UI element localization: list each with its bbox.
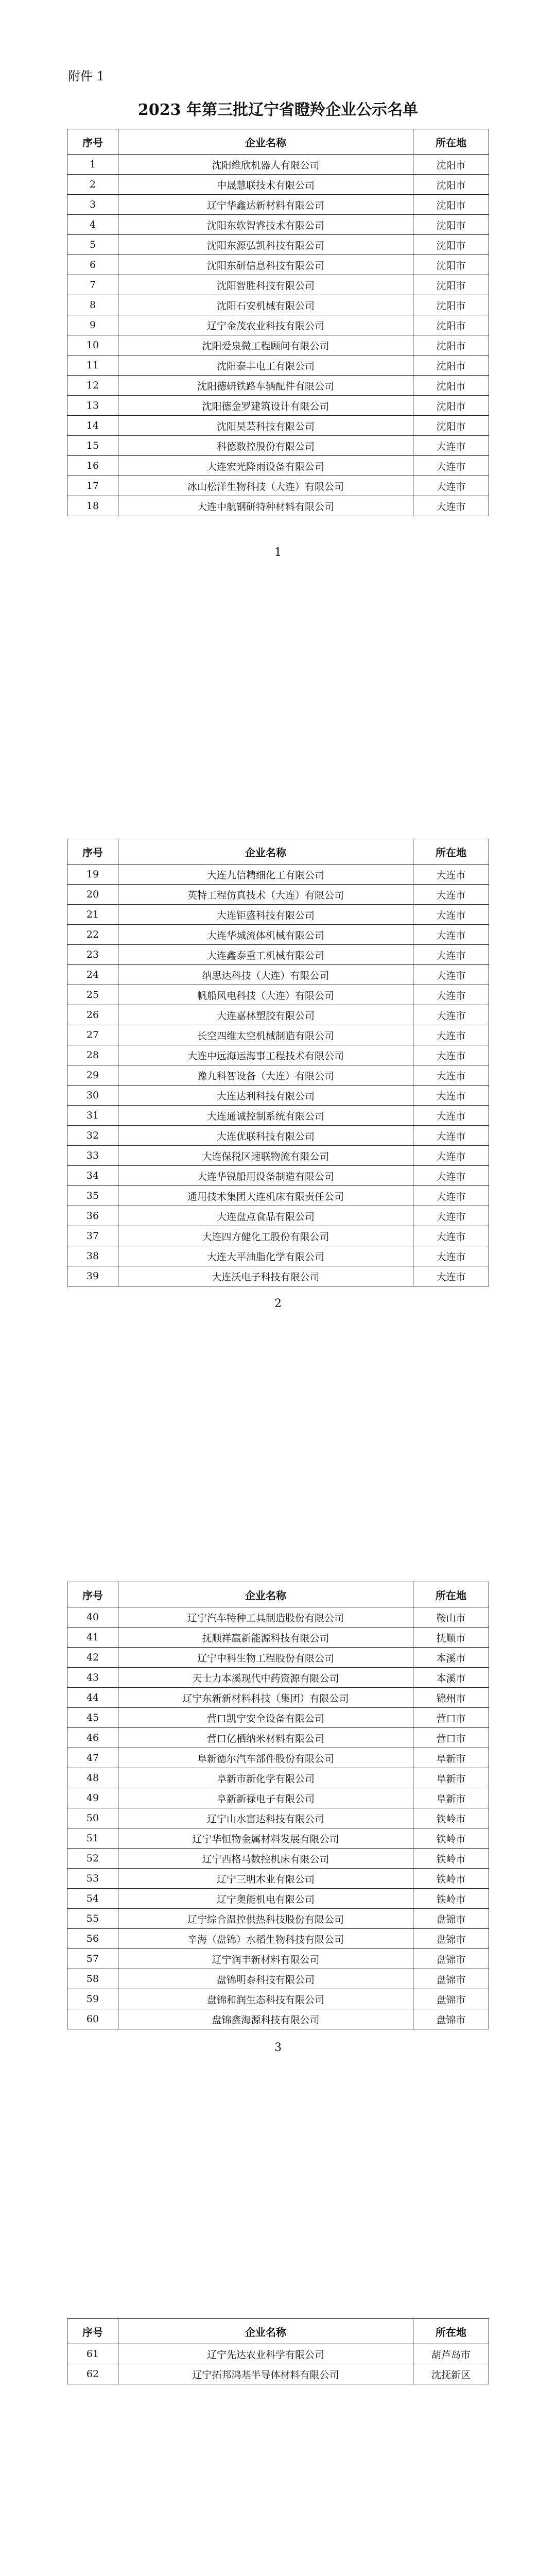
row-location: 大连市 bbox=[413, 945, 489, 965]
row-location: 大连市 bbox=[413, 905, 489, 925]
company-name: 沈阳东研信息科技有限公司 bbox=[118, 255, 413, 275]
row-seq: 40 bbox=[67, 1607, 118, 1628]
company-name: 辽宁汽车特种工具制造股份有限公司 bbox=[118, 1607, 413, 1628]
row-seq: 59 bbox=[67, 1989, 118, 2009]
table-row bbox=[67, 2009, 489, 2029]
row-location: 大连市 bbox=[413, 1206, 489, 1226]
row-seq: 41 bbox=[67, 1628, 118, 1648]
row-location: 本溪市 bbox=[413, 1668, 489, 1688]
table-row bbox=[67, 945, 489, 965]
table-row bbox=[67, 456, 489, 476]
row-location: 铁岭市 bbox=[413, 1869, 489, 1889]
row-seq: 20 bbox=[67, 885, 118, 905]
table-row bbox=[67, 1808, 489, 1828]
company-name: 辽宁三明木业有限公司 bbox=[118, 1869, 413, 1889]
row-location: 沈阳市 bbox=[413, 155, 489, 175]
row-location: 大连市 bbox=[413, 476, 489, 496]
company-name: 天士力本溪现代中药资源有限公司 bbox=[118, 1668, 413, 1688]
header-seq: 序号 bbox=[67, 2319, 118, 2344]
row-location: 大连市 bbox=[413, 1025, 489, 1045]
table-row bbox=[67, 1668, 489, 1688]
roster-table-2 bbox=[67, 839, 489, 1286]
row-location: 大连市 bbox=[413, 885, 489, 905]
table-row bbox=[67, 436, 489, 456]
company-name: 通用技术集团大连机床有限责任公司 bbox=[118, 1186, 413, 1206]
row-seq: 22 bbox=[67, 925, 118, 945]
table-header-row bbox=[67, 2319, 489, 2344]
table-row bbox=[67, 1025, 489, 1045]
company-name: 大连优联科技有限公司 bbox=[118, 1126, 413, 1146]
row-seq: 57 bbox=[67, 1949, 118, 1969]
table-row bbox=[67, 965, 489, 985]
row-seq: 12 bbox=[67, 376, 118, 396]
document-title: 2023 年第三批辽宁省瞪羚企业公示名单 bbox=[138, 101, 418, 119]
row-seq: 54 bbox=[67, 1889, 118, 1909]
company-name: 豫九科智设备（大连）有限公司 bbox=[118, 1065, 413, 1086]
row-seq: 3 bbox=[67, 195, 118, 215]
row-location: 大连市 bbox=[413, 1146, 489, 1166]
row-seq: 35 bbox=[67, 1186, 118, 1206]
row-seq: 33 bbox=[67, 1146, 118, 1166]
company-name: 辽宁山水富达科技有限公司 bbox=[118, 1808, 413, 1828]
company-name: 长空四维太空机械制造有限公司 bbox=[118, 1025, 413, 1045]
row-seq: 5 bbox=[67, 235, 118, 255]
company-name: 大连盘点食品有限公司 bbox=[118, 1206, 413, 1226]
row-seq: 55 bbox=[67, 1909, 118, 1929]
table-row bbox=[67, 2364, 489, 2384]
table-row bbox=[67, 1688, 489, 1708]
table-row bbox=[67, 1748, 489, 1768]
row-location: 铁岭市 bbox=[413, 1808, 489, 1828]
table-row bbox=[67, 1989, 489, 2009]
company-name: 沈阳东源弘凯科技有限公司 bbox=[118, 235, 413, 255]
table-row bbox=[67, 315, 489, 335]
row-location: 沈阳市 bbox=[413, 195, 489, 215]
row-location: 大连市 bbox=[413, 1166, 489, 1186]
row-location: 大连市 bbox=[413, 1106, 489, 1126]
roster-table-4 bbox=[67, 2318, 489, 2384]
row-location: 铁岭市 bbox=[413, 1828, 489, 1849]
table-row bbox=[67, 1146, 489, 1166]
row-seq: 61 bbox=[67, 2344, 118, 2364]
header-name: 企业名称 bbox=[118, 2319, 413, 2344]
company-name: 帆船风电科技（大连）有限公司 bbox=[118, 985, 413, 1005]
row-location: 沈阳市 bbox=[413, 355, 489, 376]
company-name: 辽宁西格马数控机床有限公司 bbox=[118, 1849, 413, 1869]
company-name: 辽宁金茂农业科技有限公司 bbox=[118, 315, 413, 335]
table-row bbox=[67, 1186, 489, 1206]
company-name: 大连华城流体机械有限公司 bbox=[118, 925, 413, 945]
page-number: 3 bbox=[274, 2041, 282, 2054]
row-location: 盘锦市 bbox=[413, 1989, 489, 2009]
row-seq: 6 bbox=[67, 255, 118, 275]
row-seq: 46 bbox=[67, 1728, 118, 1748]
company-name: 大连嘉林塑胶有限公司 bbox=[118, 1005, 413, 1025]
row-location: 沈阳市 bbox=[413, 235, 489, 255]
table-row bbox=[67, 1909, 489, 1929]
company-name: 沈阳德研铁路车辆配件有限公司 bbox=[118, 376, 413, 396]
table-row bbox=[67, 1929, 489, 1949]
row-location: 阜新市 bbox=[413, 1768, 489, 1788]
page-number: 1 bbox=[274, 546, 282, 559]
row-seq: 7 bbox=[67, 275, 118, 295]
row-seq: 49 bbox=[67, 1788, 118, 1808]
row-seq: 32 bbox=[67, 1126, 118, 1146]
row-location: 沈阳市 bbox=[413, 275, 489, 295]
row-seq: 10 bbox=[67, 335, 118, 355]
company-name: 英特工程仿真技术（大连）有限公司 bbox=[118, 885, 413, 905]
row-location: 鞍山市 bbox=[413, 1607, 489, 1628]
table-row bbox=[67, 1086, 489, 1106]
row-location: 葫芦岛市 bbox=[413, 2344, 489, 2364]
row-seq: 2 bbox=[67, 175, 118, 195]
row-seq: 4 bbox=[67, 215, 118, 235]
table-row bbox=[67, 1246, 489, 1266]
row-seq: 8 bbox=[67, 295, 118, 315]
company-name: 大连宏光降雨设备有限公司 bbox=[118, 456, 413, 476]
company-name: 沈阳智胜科技有限公司 bbox=[118, 275, 413, 295]
row-location: 铁岭市 bbox=[413, 1849, 489, 1869]
table-row bbox=[67, 925, 489, 945]
company-name: 大连中航钢研特种材料有限公司 bbox=[118, 496, 413, 516]
row-location: 盘锦市 bbox=[413, 1949, 489, 1969]
table-row bbox=[67, 476, 489, 496]
row-seq: 51 bbox=[67, 1828, 118, 1849]
company-name: 沈阳东软智睿技术有限公司 bbox=[118, 215, 413, 235]
company-name: 阜新市新化学有限公司 bbox=[118, 1768, 413, 1788]
row-location: 大连市 bbox=[413, 1246, 489, 1266]
row-seq: 58 bbox=[67, 1969, 118, 1989]
row-location: 锦州市 bbox=[413, 1688, 489, 1708]
row-seq: 31 bbox=[67, 1106, 118, 1126]
row-seq: 23 bbox=[67, 945, 118, 965]
table-row bbox=[67, 215, 489, 235]
row-location: 阜新市 bbox=[413, 1748, 489, 1768]
company-name: 阜新新禄电子有限公司 bbox=[118, 1788, 413, 1808]
company-name: 大连鑫泰重工机械有限公司 bbox=[118, 945, 413, 965]
company-name: 沈阳石安机械有限公司 bbox=[118, 295, 413, 315]
row-location: 大连市 bbox=[413, 1126, 489, 1146]
company-name: 盘锦明泰科技有限公司 bbox=[118, 1969, 413, 1989]
row-location: 大连市 bbox=[413, 456, 489, 476]
row-seq: 16 bbox=[67, 456, 118, 476]
table-row bbox=[67, 1226, 489, 1246]
table-row bbox=[67, 355, 489, 376]
row-location: 盘锦市 bbox=[413, 1909, 489, 1929]
company-name: 辽宁拓邦鸿基半导体材料有限公司 bbox=[118, 2364, 413, 2384]
row-location: 大连市 bbox=[413, 925, 489, 945]
row-seq: 15 bbox=[67, 436, 118, 456]
table-header-row bbox=[67, 839, 489, 865]
company-name: 沈阳维欣机器人有限公司 bbox=[118, 155, 413, 175]
row-seq: 38 bbox=[67, 1246, 118, 1266]
table-row bbox=[67, 1266, 489, 1286]
row-location: 沈抚新区 bbox=[413, 2364, 489, 2384]
company-name: 营口凯宁安全设备有限公司 bbox=[118, 1708, 413, 1728]
table-row bbox=[67, 255, 489, 275]
header-seq: 序号 bbox=[67, 129, 118, 155]
company-name: 大连通诚控制系统有限公司 bbox=[118, 1106, 413, 1126]
row-seq: 60 bbox=[67, 2009, 118, 2029]
table-row bbox=[67, 1628, 489, 1648]
company-name: 大连大平油脂化学有限公司 bbox=[118, 1246, 413, 1266]
company-name: 大连华锐船用设备制造有限公司 bbox=[118, 1166, 413, 1186]
company-name: 大连中远海运海事工程技术有限公司 bbox=[118, 1045, 413, 1065]
row-location: 沈阳市 bbox=[413, 335, 489, 355]
row-seq: 27 bbox=[67, 1025, 118, 1045]
row-seq: 39 bbox=[67, 1266, 118, 1286]
company-name: 沈阳昊芸科技有限公司 bbox=[118, 416, 413, 436]
row-seq: 42 bbox=[67, 1648, 118, 1668]
row-location: 抚顺市 bbox=[413, 1628, 489, 1648]
row-seq: 45 bbox=[67, 1708, 118, 1728]
table-row bbox=[67, 1949, 489, 1969]
table-row bbox=[67, 1889, 489, 1909]
row-location: 盘锦市 bbox=[413, 1969, 489, 1989]
header-location: 所在地 bbox=[413, 129, 489, 155]
row-location: 大连市 bbox=[413, 1086, 489, 1106]
row-seq: 13 bbox=[67, 396, 118, 416]
header-seq: 序号 bbox=[67, 1582, 118, 1607]
row-location: 大连市 bbox=[413, 1065, 489, 1086]
table-row bbox=[67, 1849, 489, 1869]
row-location: 大连市 bbox=[413, 1186, 489, 1206]
table-row bbox=[67, 1788, 489, 1808]
row-location: 大连市 bbox=[413, 436, 489, 456]
table-row bbox=[67, 235, 489, 255]
company-name: 抚顺祥赢新能源科技有限公司 bbox=[118, 1628, 413, 1648]
table-row bbox=[67, 1045, 489, 1065]
company-name: 盘锦鑫海源科技有限公司 bbox=[118, 2009, 413, 2029]
row-seq: 36 bbox=[67, 1206, 118, 1226]
table-row bbox=[67, 1768, 489, 1788]
row-seq: 17 bbox=[67, 476, 118, 496]
row-seq: 48 bbox=[67, 1768, 118, 1788]
table-row bbox=[67, 396, 489, 416]
company-name: 纳思达科技（大连）有限公司 bbox=[118, 965, 413, 985]
company-name: 辽宁东新新材料科技（集团）有限公司 bbox=[118, 1688, 413, 1708]
table-row bbox=[67, 1106, 489, 1126]
row-location: 大连市 bbox=[413, 965, 489, 985]
row-location: 大连市 bbox=[413, 1266, 489, 1286]
company-name: 沈阳泰丰电工有限公司 bbox=[118, 355, 413, 376]
row-location: 大连市 bbox=[413, 865, 489, 885]
row-location: 营口市 bbox=[413, 1708, 489, 1728]
table-row bbox=[67, 985, 489, 1005]
row-seq: 9 bbox=[67, 315, 118, 335]
table-row bbox=[67, 155, 489, 175]
row-seq: 19 bbox=[67, 865, 118, 885]
company-name: 辽宁润丰新材料有限公司 bbox=[118, 1949, 413, 1969]
company-name: 冰山松洋生物科技（大连）有限公司 bbox=[118, 476, 413, 496]
header-seq: 序号 bbox=[67, 839, 118, 865]
table-row bbox=[67, 195, 489, 215]
table-row bbox=[67, 275, 489, 295]
header-location: 所在地 bbox=[413, 839, 489, 865]
company-name: 大连保税区速联物流有限公司 bbox=[118, 1146, 413, 1166]
row-location: 本溪市 bbox=[413, 1648, 489, 1668]
row-location: 沈阳市 bbox=[413, 376, 489, 396]
table-row bbox=[67, 905, 489, 925]
company-name: 大连达利科技有限公司 bbox=[118, 1086, 413, 1106]
row-location: 大连市 bbox=[413, 496, 489, 516]
row-location: 大连市 bbox=[413, 1005, 489, 1025]
table-row bbox=[67, 1969, 489, 1989]
company-name: 大连沃电子科技有限公司 bbox=[118, 1266, 413, 1286]
table-row bbox=[67, 2344, 489, 2364]
row-seq: 47 bbox=[67, 1748, 118, 1768]
header-name: 企业名称 bbox=[118, 129, 413, 155]
row-seq: 26 bbox=[67, 1005, 118, 1025]
company-name: 辛海（盘锦）水稻生物科技有限公司 bbox=[118, 1929, 413, 1949]
company-name: 大连九信精细化工有限公司 bbox=[118, 865, 413, 885]
company-name: 沈阳德金罗建筑设计有限公司 bbox=[118, 396, 413, 416]
table-row bbox=[67, 1708, 489, 1728]
company-name: 辽宁中科生物工程股份有限公司 bbox=[118, 1648, 413, 1668]
row-seq: 37 bbox=[67, 1226, 118, 1246]
table-row bbox=[67, 1648, 489, 1668]
table-row bbox=[67, 1206, 489, 1226]
table-row bbox=[67, 885, 489, 905]
header-location: 所在地 bbox=[413, 2319, 489, 2344]
row-location: 大连市 bbox=[413, 1045, 489, 1065]
table-header-row bbox=[67, 1582, 489, 1607]
header-name: 企业名称 bbox=[118, 839, 413, 865]
row-seq: 30 bbox=[67, 1086, 118, 1106]
row-seq: 53 bbox=[67, 1869, 118, 1889]
row-seq: 52 bbox=[67, 1849, 118, 1869]
row-seq: 1 bbox=[67, 155, 118, 175]
row-seq: 18 bbox=[67, 496, 118, 516]
row-seq: 44 bbox=[67, 1688, 118, 1708]
row-location: 沈阳市 bbox=[413, 315, 489, 335]
company-name: 科德数控股份有限公司 bbox=[118, 436, 413, 456]
row-location: 沈阳市 bbox=[413, 396, 489, 416]
table-row bbox=[67, 496, 489, 516]
table-row bbox=[67, 865, 489, 885]
table-row bbox=[67, 1607, 489, 1628]
row-seq: 21 bbox=[67, 905, 118, 925]
table-row bbox=[67, 1126, 489, 1146]
company-name: 大连四方健化工股份有限公司 bbox=[118, 1226, 413, 1246]
table-row bbox=[67, 1166, 489, 1186]
row-location: 大连市 bbox=[413, 1226, 489, 1246]
company-name: 沈阳爱泉微工程顾问有限公司 bbox=[118, 335, 413, 355]
roster-table-1 bbox=[67, 129, 489, 516]
row-seq: 14 bbox=[67, 416, 118, 436]
row-location: 盘锦市 bbox=[413, 1929, 489, 1949]
row-location: 沈阳市 bbox=[413, 255, 489, 275]
table-row bbox=[67, 1869, 489, 1889]
row-location: 沈阳市 bbox=[413, 175, 489, 195]
company-name: 辽宁奥能机电有限公司 bbox=[118, 1889, 413, 1909]
row-location: 阜新市 bbox=[413, 1788, 489, 1808]
company-name: 大连钜盛科技有限公司 bbox=[118, 905, 413, 925]
company-name: 中晟慧联技术有限公司 bbox=[118, 175, 413, 195]
row-seq: 25 bbox=[67, 985, 118, 1005]
company-name: 辽宁综合温控供热科技股份有限公司 bbox=[118, 1909, 413, 1929]
row-location: 营口市 bbox=[413, 1728, 489, 1748]
row-seq: 50 bbox=[67, 1808, 118, 1828]
table-row bbox=[67, 1828, 489, 1849]
roster-table-3 bbox=[67, 1582, 489, 2029]
company-name: 辽宁华恒物金属材料发展有限公司 bbox=[118, 1828, 413, 1849]
table-header-row bbox=[67, 129, 489, 155]
table-row bbox=[67, 1065, 489, 1086]
header-name: 企业名称 bbox=[118, 1582, 413, 1607]
row-seq: 29 bbox=[67, 1065, 118, 1086]
header-location: 所在地 bbox=[413, 1582, 489, 1607]
company-name: 辽宁华鑫达新材料有限公司 bbox=[118, 195, 413, 215]
row-location: 沈阳市 bbox=[413, 416, 489, 436]
table-row bbox=[67, 335, 489, 355]
row-location: 沈阳市 bbox=[413, 295, 489, 315]
table-row bbox=[67, 376, 489, 396]
company-name: 阜新德尔汽车部件股份有限公司 bbox=[118, 1748, 413, 1768]
row-location: 铁岭市 bbox=[413, 1889, 489, 1909]
table-row bbox=[67, 1728, 489, 1748]
row-location: 盘锦市 bbox=[413, 2009, 489, 2029]
row-seq: 34 bbox=[67, 1166, 118, 1186]
company-name: 营口亿栖纳米材料有限公司 bbox=[118, 1728, 413, 1748]
annex-label: 附件 1 bbox=[68, 69, 105, 83]
row-location: 沈阳市 bbox=[413, 215, 489, 235]
table-row bbox=[67, 175, 489, 195]
table-row bbox=[67, 295, 489, 315]
row-location: 大连市 bbox=[413, 985, 489, 1005]
table-row bbox=[67, 416, 489, 436]
table-row bbox=[67, 1005, 489, 1025]
row-seq: 24 bbox=[67, 965, 118, 985]
company-name: 盘锦和润生态科技有限公司 bbox=[118, 1989, 413, 2009]
row-seq: 11 bbox=[67, 355, 118, 376]
row-seq: 62 bbox=[67, 2364, 118, 2384]
row-seq: 28 bbox=[67, 1045, 118, 1065]
row-seq: 43 bbox=[67, 1668, 118, 1688]
row-seq: 56 bbox=[67, 1929, 118, 1949]
company-name: 辽宁先达农业科学有限公司 bbox=[118, 2344, 413, 2364]
page-number: 2 bbox=[274, 1297, 282, 1310]
